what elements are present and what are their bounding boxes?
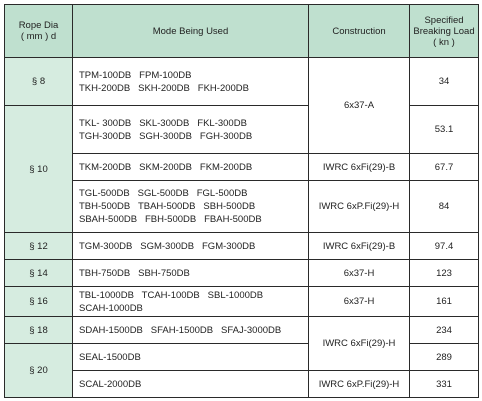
table-row bbox=[5, 260, 479, 287]
rope-dia-cell: § 18 bbox=[5, 317, 73, 344]
breaking-load-cell: 161 bbox=[410, 287, 479, 317]
construction-cell: IWRC 6xP.Fi(29)-H bbox=[309, 181, 410, 233]
table-row bbox=[5, 371, 479, 398]
header-construction: Construction bbox=[309, 5, 410, 58]
construction-cell: IWRC 6xFi(29)-B bbox=[309, 233, 410, 260]
rope-dia-cell: § 20 bbox=[5, 344, 73, 398]
header-mode: Mode Being Used bbox=[73, 5, 309, 58]
mode-cell: TKM-200DB SKM-200DB FKM-200DB bbox=[73, 154, 309, 181]
breaking-load-cell: 34 bbox=[410, 58, 479, 106]
mode-cell: TBH-750DB SBH-750DB bbox=[73, 260, 309, 287]
construction-cell: IWRC 6xP.Fi(29)-H bbox=[309, 371, 410, 398]
header-rope-dia: Rope Dia ( mm ) d bbox=[5, 5, 73, 58]
mode-cell: SEAL-1500DB bbox=[73, 344, 309, 371]
breaking-load-cell: 97.4 bbox=[410, 233, 479, 260]
header-breaking-load: Specified Breaking Load ( kn ) bbox=[410, 5, 479, 58]
mode-cell: TGM-300DB SGM-300DB FGM-300DB bbox=[73, 233, 309, 260]
construction-cell: 6x37-H bbox=[309, 260, 410, 287]
rope-dia-cell: § 8 bbox=[5, 58, 73, 106]
mode-cell: TGL-500DB SGL-500DB FGL-500DB TBH-500DB TBAH-500DB SBH-500DB SBAH-500DB FBH-500DB FBAH-500DB bbox=[73, 181, 309, 233]
breaking-load-cell: 84 bbox=[410, 181, 479, 233]
mode-cell: SCAL-2000DB bbox=[73, 371, 309, 398]
table-row bbox=[5, 233, 479, 260]
rope-dia-cell: § 10 bbox=[5, 106, 73, 233]
mode-cell: SDAH-1500DB SFAH-1500DB SFAJ-3000DB bbox=[73, 317, 309, 344]
breaking-load-cell: 67.7 bbox=[410, 154, 479, 181]
mode-cell: TPM-100DB FPM-100DB TKH-200DB SKH-200DB FKH-200DB bbox=[73, 58, 309, 106]
mode-cell: TKL- 300DB SKL-300DB FKL-300DB TGH-300DB SGH-300DB FGH-300DB bbox=[73, 106, 309, 154]
table-row bbox=[5, 181, 479, 233]
rope-dia-cell: § 16 bbox=[5, 287, 73, 317]
header-row bbox=[5, 5, 479, 58]
construction-cell: 6x37-A bbox=[309, 58, 410, 154]
breaking-load-cell: 123 bbox=[410, 260, 479, 287]
breaking-load-cell: 234 bbox=[410, 317, 479, 344]
table-row bbox=[5, 287, 479, 317]
construction-cell: 6x37-H bbox=[309, 287, 410, 317]
construction-cell: IWRC 6xFi(29)-B bbox=[309, 154, 410, 181]
rope-dia-cell: § 12 bbox=[5, 233, 73, 260]
breaking-load-cell: 53.1 bbox=[410, 106, 479, 154]
breaking-load-cell: 289 bbox=[410, 344, 479, 371]
breaking-load-cell: 331 bbox=[410, 371, 479, 398]
rope-spec-table bbox=[4, 4, 479, 398]
construction-cell: IWRC 6xFi(29)-H bbox=[309, 317, 410, 371]
table-row bbox=[5, 317, 479, 344]
table-row bbox=[5, 58, 479, 106]
table-row bbox=[5, 154, 479, 181]
rope-dia-cell: § 14 bbox=[5, 260, 73, 287]
mode-cell: TBL-1000DB TCAH-100DB SBL-1000DB SCAH-1000DB bbox=[73, 287, 309, 317]
